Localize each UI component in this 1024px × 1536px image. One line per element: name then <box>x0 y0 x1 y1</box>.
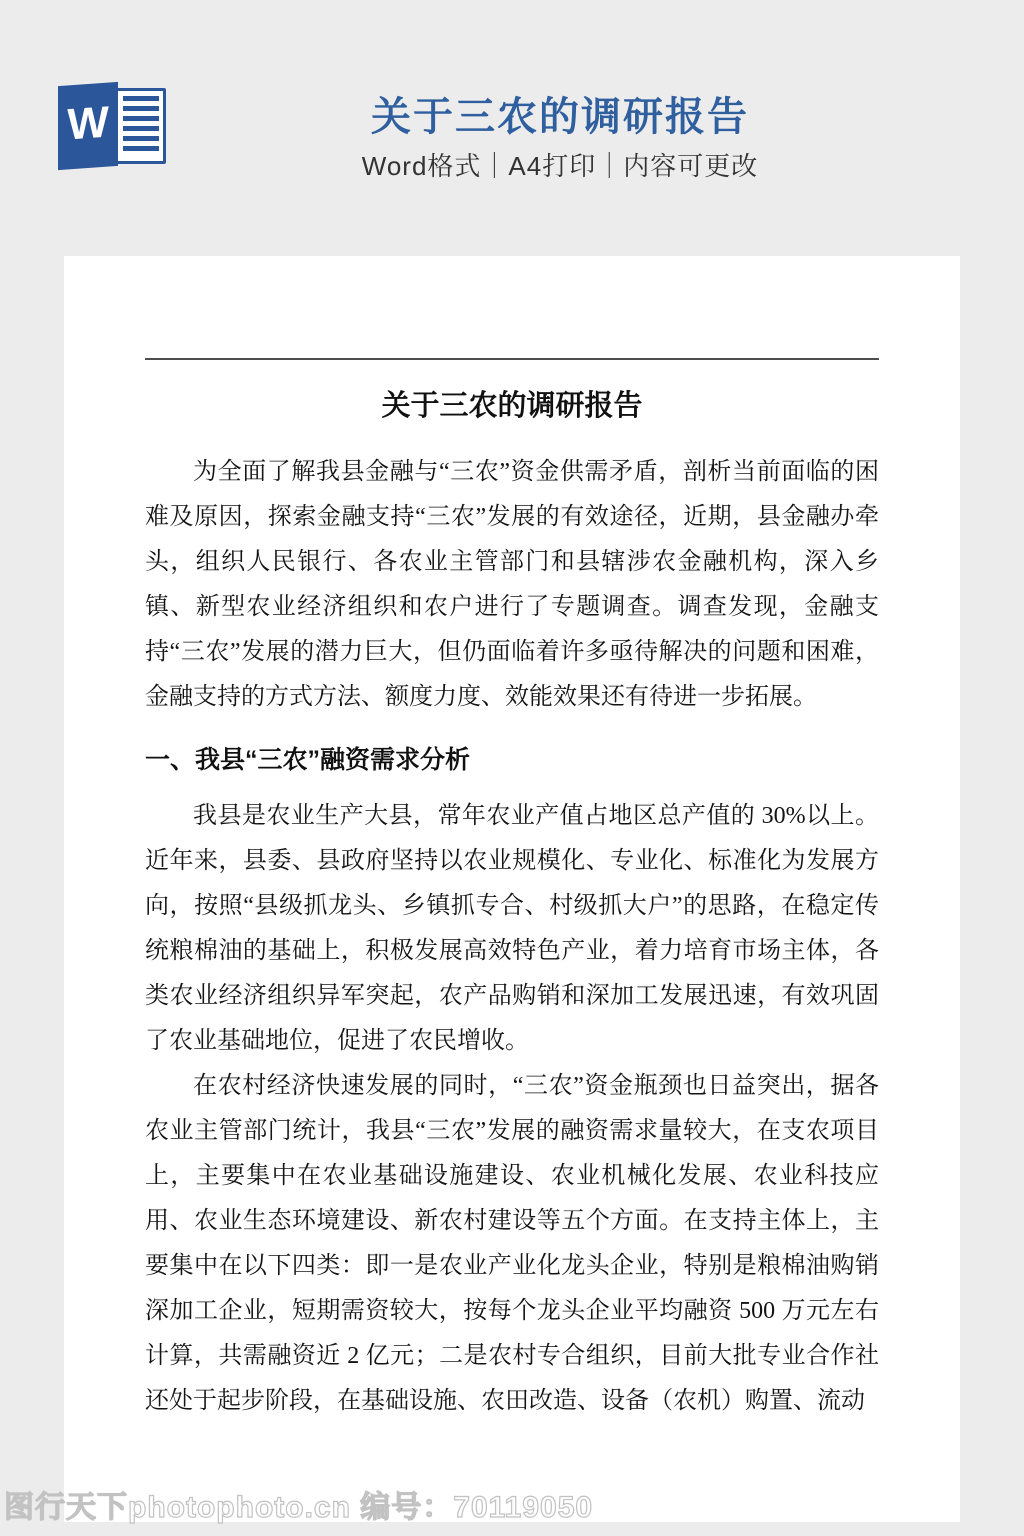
document-title: 关于三农的调研报告 <box>381 390 643 422</box>
paragraph-analysis-2: 在农村经济快速发展的同时，“三农”资金瓶颈也日益突出，据各农业主管部门统计，我县“三农”发展的融资需求量较大，在支农项目上，主要集中在农业基础设施建设、农业机械化发展、农业科技应用、农业生态环境建设、新农村建设等五个方面。在支持主体上，主要集中在以下四类：即一是农业产业化龙头企业，特别是粮棉油购销深加工企业，短期需资较大，按每个龙头企业平均融资 500 万元左右计算，共需融资近 2 亿元；二是农村专合组织，目前大批专业合作社还处于起步阶段，在基础设施、农田改造、设备（农机）购置、流动 <box>145 1073 879 1414</box>
document-page-content <box>64 358 960 1424</box>
section-heading-1: 一、我县“三农”融资需求分析 <box>145 746 471 774</box>
preview-header <box>0 0 1024 256</box>
paragraph-analysis-1: 我县是农业生产大县，常年农业产值占地区总产值的 30%以上。近年来，县委、县政府坚持以农业规模化、专业化、标准化为发展方向，按照“县级抓龙头、乡镇抓专合、村级抓大户”的思路，在稳定传统粮棉油的基础上，积极发展高效特色产业，着力培育市场主体，各类农业经济组织异军突起，农产品购销和深加工发展迅速，有效巩固了农业基础地位，促进了农民增收。 <box>145 803 879 1054</box>
horizontal-rule <box>145 358 879 360</box>
template-title: 关于三农的调研报告 <box>371 95 749 139</box>
header-text-block <box>96 94 1024 182</box>
paragraph-intro: 为全面了解我县金融与“三农”资金供需矛盾，剖析当前面临的困难及原因，探索金融支持“三农”发展的有效途径，近期，县金融办牵头，组织人民银行、各农业主管部门和县辖涉农金融机构，深入乡镇、新型农业经济组织和农户进行了专题调查。调查发现，金融支持“三农”发展的潜力巨大，但仍面临着许多亟待解决的问题和困难，金融支持的方式方法、额度力度、效能效果还有待进一步拓展。 <box>145 459 879 710</box>
site-watermark: 图行天下photophoto.cn 编号：70119050 <box>4 1491 594 1524</box>
word-icon-letter: W <box>67 97 109 150</box>
document-page <box>64 256 960 1522</box>
template-subtitle: Word格式｜A4打印｜内容可更改 <box>361 151 759 181</box>
